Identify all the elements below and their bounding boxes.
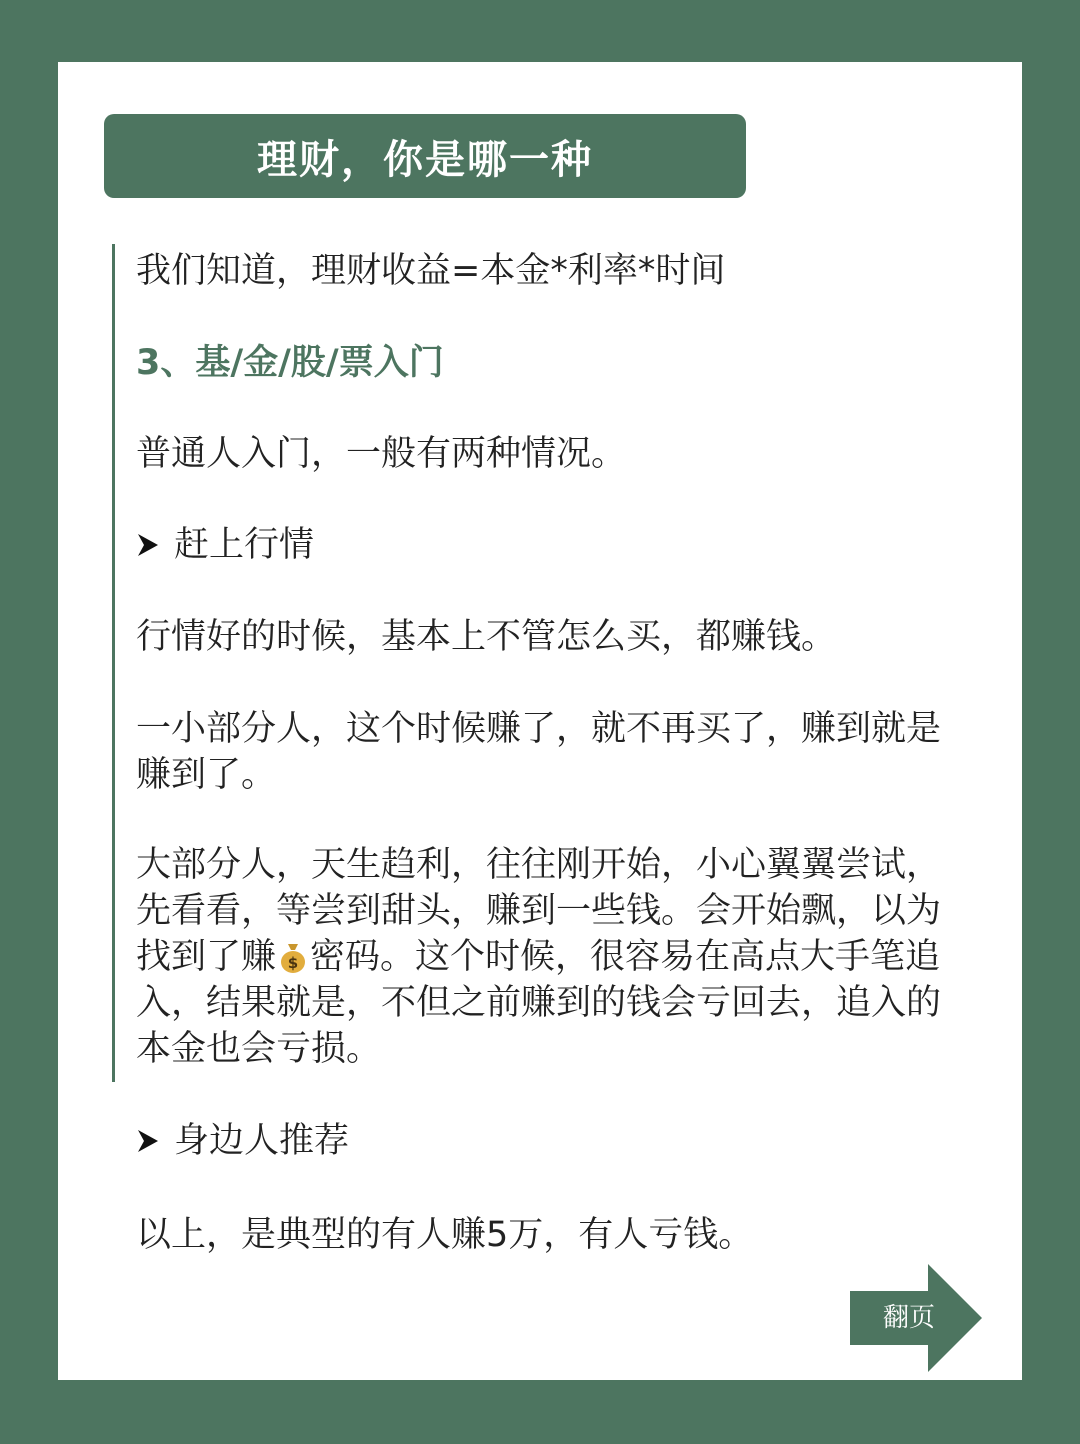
bullet-item-recommend: [136, 1118, 946, 1164]
svg-text:$: $: [287, 954, 299, 972]
quote-rule: [112, 244, 115, 1082]
arrowhead-bullet-icon: [136, 1126, 160, 1156]
formula-text: 我们知道，理财收益=本金*利率*时间: [136, 251, 726, 291]
intro-text: 普通人入门，一般有两种情况。: [136, 434, 627, 474]
paragraph-2: 一小部分人，这个时候赚了，就不再买了，赚到就是赚到了。: [136, 709, 942, 795]
title-banner: [104, 114, 746, 198]
content-card: [58, 62, 1022, 1380]
money-bag-icon: [278, 940, 308, 974]
next-page-button[interactable]: [850, 1264, 982, 1372]
paragraph-1: 行情好的时候，基本上不管怎么买，都赚钱。: [136, 617, 837, 657]
paragraph-3: [136, 842, 946, 1072]
next-page-label: 翻页: [882, 1303, 935, 1333]
section-heading: 3、基/金/股/票入门: [136, 343, 444, 383]
bullet-label: 赶上行情: [174, 525, 315, 565]
page-title: 理财，你是哪一种: [257, 136, 593, 183]
paragraph-3-part-1: 大部分人，天生趋利，往往刚开始，小心翼翼尝试，先看看，等尝到甜头，赚到一些钱。会开始飘，以为找到了赚: [136, 845, 942, 977]
conclusion-text: 以上，是典型的有人赚5万，有人亏钱。: [136, 1215, 754, 1255]
paragraph-3-part-2: 密码。这个时候，很容易在高点大手笔追入，结果就是，不但之前赚到的钱会亏回去，追入的本金也会亏损。: [136, 937, 942, 1069]
bullet-item-market: [136, 522, 946, 568]
arrowhead-bullet-icon: [136, 530, 160, 560]
bullet-label: 身边人推荐: [174, 1121, 350, 1161]
